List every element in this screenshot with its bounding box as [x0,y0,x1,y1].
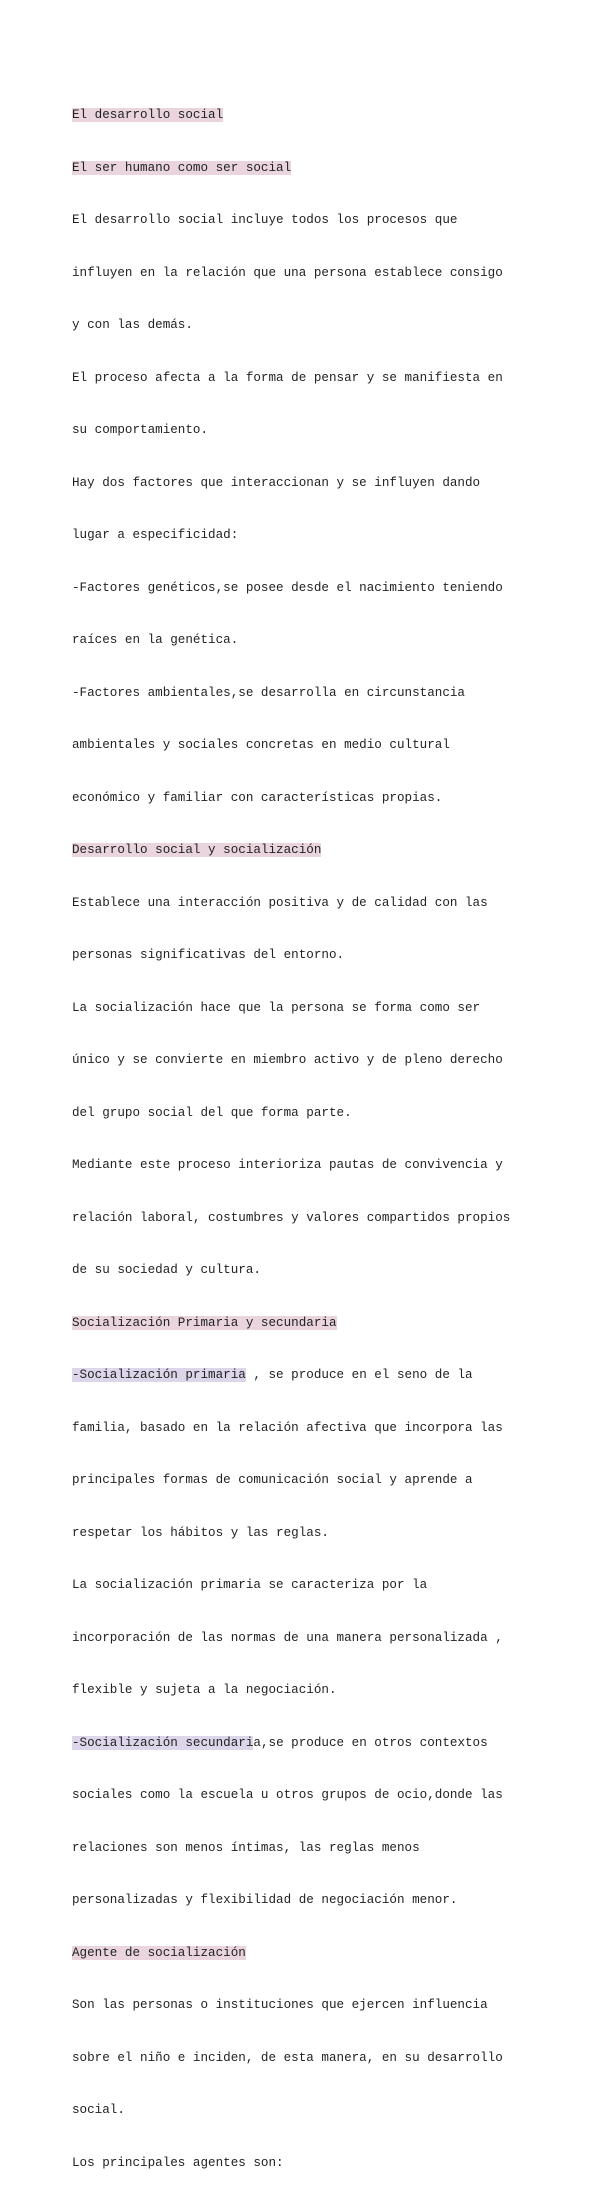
paragraph-line: -Factores genéticos,se posee desde el nacimiento teniendo [72,580,503,595]
heading-agente-socializacion: Agente de socialización [72,1945,246,1960]
paragraph-line: El proceso afecta a la forma de pensar y se manifiesta en [72,370,503,385]
term-line [72,1367,542,1385]
term-line [72,1735,542,1753]
term-socializacion-primaria: -Socialización primaria [72,1368,246,1382]
paragraph-line: personas significativas del entorno. [72,948,345,962]
paragraph-line: Son las personas o instituciones que ejercen influencia [72,1998,488,2012]
paragraph-line: raíces en la genética. [72,633,239,647]
paragraph-line: Hay dos factores que interaccionan y se influyen dando [72,475,481,490]
paragraph-line: del grupo social del que forma parte. [72,1105,352,1120]
term-definition: a,se produce en otros contextos [253,1735,488,1750]
heading-socializacion-primaria-secundaria: Socialización Primaria y secundaria [72,1315,337,1330]
paragraph-line: Establece una interacción positiva y de calidad con las [72,895,488,910]
heading-line [72,1945,542,1963]
paragraph-line: personalizadas y flexibilidad de negociación menor. [72,1893,458,1907]
heading-ser-humano: El ser humano como ser social [72,160,292,175]
paragraph-line: La socialización hace que la persona se forma como ser [72,1000,481,1015]
paragraph-line: flexible y sujeta a la negociación. [72,1683,337,1697]
paragraph-line: -Factores ambientales,se desarrolla en circunstancia [72,685,465,700]
paragraph-line: incorporación de las normas de una manera personalizada , [72,1630,503,1645]
paragraph-line: sociales como la escuela u otros grupos de ocio,donde las [72,1788,503,1802]
paragraph-line: influyen en la relación que una persona establece consigo [72,265,503,280]
heading-line [72,160,542,178]
paragraph-line: ambientales y sociales concretas en medio cultural [72,738,450,752]
paragraph-line: y con las demás. [72,318,193,332]
paragraph-line: Mediante este proceso interioriza pautas de convivencia y [72,1158,503,1172]
term-definition: , se produce en el seno de la [245,1368,473,1382]
heading-line [72,842,542,860]
paragraph-line: social. [72,2103,125,2117]
paragraph-line: Los principales agentes son: [72,2155,284,2170]
paragraph-line: respetar los hábitos y las reglas. [72,1525,329,1540]
paragraph-line: su comportamiento. [72,423,209,437]
paragraph-line: único y se convierte en miembro activo y de pleno derecho [72,1053,503,1067]
paragraph-line: de su sociedad y cultura. [72,1263,261,1277]
heading-line [72,107,542,125]
term-socializacion-secundaria: -Socialización secundari [72,1735,254,1750]
heading-line [72,1315,542,1333]
paragraph-line: familia, basado en la relación afectiva que incorpora las [72,1420,503,1435]
paragraph-line: relaciones son menos íntimas, las reglas menos [72,1840,420,1855]
paragraph-line: económico y familiar con características propias. [72,790,443,805]
heading-desarrollo-social-socializacion: Desarrollo social y socialización [72,843,322,857]
paragraph-line: sobre el niño e inciden, de esta manera, en su desarrollo [72,2050,503,2065]
document-page [72,72,542,2190]
paragraph-line: relación laboral, costumbres y valores compartidos propios [72,1210,511,1225]
heading-el-desarrollo-social: El desarrollo social [72,108,224,122]
paragraph-line: principales formas de comunicación social y aprende a [72,1473,473,1487]
paragraph-line: lugar a especificidad: [72,528,239,542]
paragraph-line: La socialización primaria se caracteriza por la [72,1578,428,1592]
paragraph-line: El desarrollo social incluye todos los procesos que [72,213,458,227]
